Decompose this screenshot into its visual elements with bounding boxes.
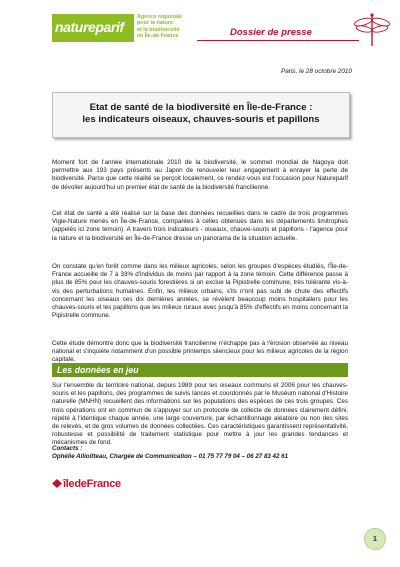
tagline-line: pour la nature [137,20,173,27]
contacts [52,445,288,461]
ile-de-france-logo-text: îledeFrance [63,478,121,490]
logo-tagline [137,14,197,40]
tagline-line: et la biodiversité [137,26,180,33]
title-line: Etat de santé de la biodiversité en Île-de-France : [89,102,313,113]
conclusion-paragraph: Cette étude démontre donc que la biodiversité francilienne n'échappe pas à l'érosion observée au niveau national et s'inquiète notamment d'un possible printemps silencieux pour les milieux agricoles de la région capitale. [52,340,348,364]
body-paragraph: On constate qu'en forêt comme dans les milieux agricoles, selon les groupes d'espèces étudiés, l'Île-de-France accueille de 7 à 33% d'individus de moins par rapport à la zone témoin. Cette différence passe à plus de 85% pour les chauves-souris forestières si on exclue la Pipistrelle commune, très tolérante vis-à-vis des perturbations humaines. Enfin, les milieux urbains, s'ils n'ont pas subi de chute des effectifs concernant les oiseaux ces dix dernières années, se révèlent beaucoup moins hospitaliers pour les chauves-souris et les papillons que les milieux ruraux avec jusqu'à 85% d'effectifs en moins concernant la Pipistrelle commune. [52,263,348,320]
title-box [52,92,350,138]
contacts-label: Contacts : [52,445,83,452]
header [52,12,382,48]
page-number: 1 [364,528,386,550]
natureparif-logo [52,14,134,42]
contact-line: Ophélie Allioitteau, Chargée de Communication – 01 75 77 79 04 – 06 27 83 42 61 [52,453,289,460]
section-paragraph: Sur l'ensemble du territoire national, depuis 1989 pour les oiseaux communs et 2006 pour les chauves-souris et les papillons, des programmes de suivis lancés et coordonnés par le Muséum national d'Histoire naturelle (MNHN) recueillent des informations sur les populations des espèces de ces trois groupes. Ces trois opérations ont en commun de s'appuyer sur un protocole de collecte de données clairement défini, répété à l'identique chaque année, une large couverture, par échantillonnage aléatoire ou non des sites de relevés, et de gros volumes de données collectées. Ces caractéristiques garantissent représentativité, robustesse et possibilité de traitement statistique pour mettre à jour les grandes tendances et mécanismes de fond. [52,382,348,447]
publication-date: Paris, le 28 octobre 2010 [280,68,352,75]
section-title: Les données en jeu [57,364,139,375]
intro-paragraph: Moment fort de l'année internationale 2010 de la biodiversité, le sommet mondial de Nagoya doit permettre aux 193 pays présents au Japon de renouveler leur engagement à enrayer la perte de biodiversité. Parce que cette réalité se perçoit localement, ce rendez-vous est l'occasion pour Natureparif de dévoiler aujourd'hui un premier état de santé de la biodiversité francilienne. [52,159,348,191]
ile-de-france-logo [52,478,121,490]
title-line: les indicateurs oiseaux, chauves-souris et papillons [82,114,320,125]
dragonfly-icon [352,12,392,48]
section-header [52,363,348,377]
body-paragraph: Cet état de santé a été réalisé sur la base des données recueillies dans le cadre de trois programmes Vigie-Nature menés en Île-de-France, comparées à celles obtenues dans les départements limitrophes (appelés ici zone témoin). A travers trois indicateurs - oiseaux, chauve-souris et papillons - l'agence pour la nature et la biodiversité en Île-de-France dresse un panorama de la situation actuelle. [52,210,348,242]
header-divider [197,40,359,41]
region-mark-icon [52,479,62,488]
tagline-line: Agence régionale [137,14,182,20]
document-type: Dossier de presse [230,27,312,38]
logo-text: natureparif [55,19,124,35]
tagline-line: en Île-de-France [137,33,179,40]
